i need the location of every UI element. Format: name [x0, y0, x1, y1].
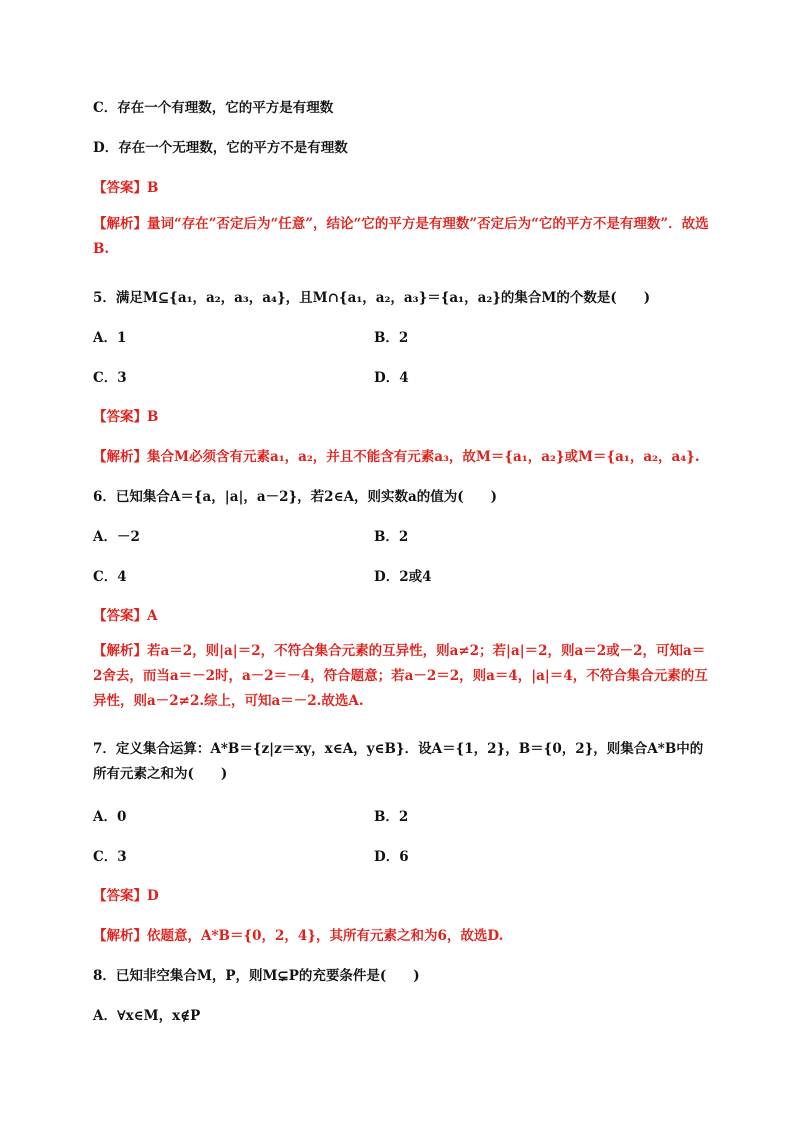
question-7-analysis: 【解析】依题意，A*B＝{0，2，4}，其所有元素之和为6，故选D.: [93, 928, 504, 944]
answer: 【答案】B: [93, 180, 159, 196]
question-7-option-d: D．6: [374, 849, 409, 865]
question-6-option-a: A．－2: [93, 529, 140, 545]
option-d: D．存在一个无理数，它的平方不是有理数: [93, 140, 348, 156]
question-5-option-b: B．2: [374, 330, 409, 346]
question-7-option-a: A．0: [93, 809, 127, 825]
question-5-answer: 【答案】B: [93, 409, 159, 425]
analysis: 【解析】量词“存在”否定后为“任意”，结论“它的平方是有理数”否定后为“它的平方不是有理数”．故选B.: [93, 216, 709, 257]
question-6-option-c: C．4: [93, 569, 127, 585]
question-7-stem: 7．定义集合运算：A*B＝{z|z＝xy，x∈A，y∈B}．设A＝{1，2}，B＝{0，2}，则集合A*B中的所有元素之和为( ): [93, 741, 704, 782]
question-5-option-c: C．3: [93, 370, 127, 386]
question-6-analysis: 【解析】若a＝2，则|a|＝2，不符合集合元素的互异性，则a≠2；若|a|＝2，则a＝2或－2，可知a＝2舍去，而当a＝－2时，a－2＝－4，符合题意；若a－2＝2，则a＝4，|a|＝4，不符合集合元素的互异性，则a－2≠2.综上，可知a＝－2.故选A.: [93, 643, 708, 709]
question-8-stem: 8．已知非空集合M，P，则M⊊P的充要条件是( ): [93, 968, 420, 984]
question-5-analysis: 【解析】集合M必须含有元素a₁，a₂，并且不能含有元素a₃，故M＝{a₁，a₂}或M＝{a₁，a₂，a₄}.: [93, 449, 700, 465]
question-6-option-b: B．2: [374, 529, 409, 545]
question-5-stem: 5．满足M⊆{a₁，a₂，a₃，a₄}，且M∩{a₁，a₂，a₃}＝{a₁，a₂}的集合M的个数是( ): [93, 290, 651, 306]
question-6-stem: 6．已知集合A＝{a，|a|，a－2}，若2∈A，则实数a的值为( ): [93, 489, 498, 505]
question-7-option-b: B．2: [374, 809, 409, 825]
question-6-answer: 【答案】A: [93, 608, 158, 624]
question-7-answer: 【答案】D: [93, 888, 159, 904]
option-c: C．存在一个有理数，它的平方是有理数: [93, 100, 334, 116]
question-7-option-c: C．3: [93, 849, 127, 865]
question-8-option-a: A．∀x∈M，x∉P: [93, 1008, 201, 1024]
question-5-option-d: D．4: [374, 370, 409, 386]
question-5-option-a: A．1: [93, 330, 127, 346]
question-6-option-d: D．2或4: [374, 569, 432, 585]
